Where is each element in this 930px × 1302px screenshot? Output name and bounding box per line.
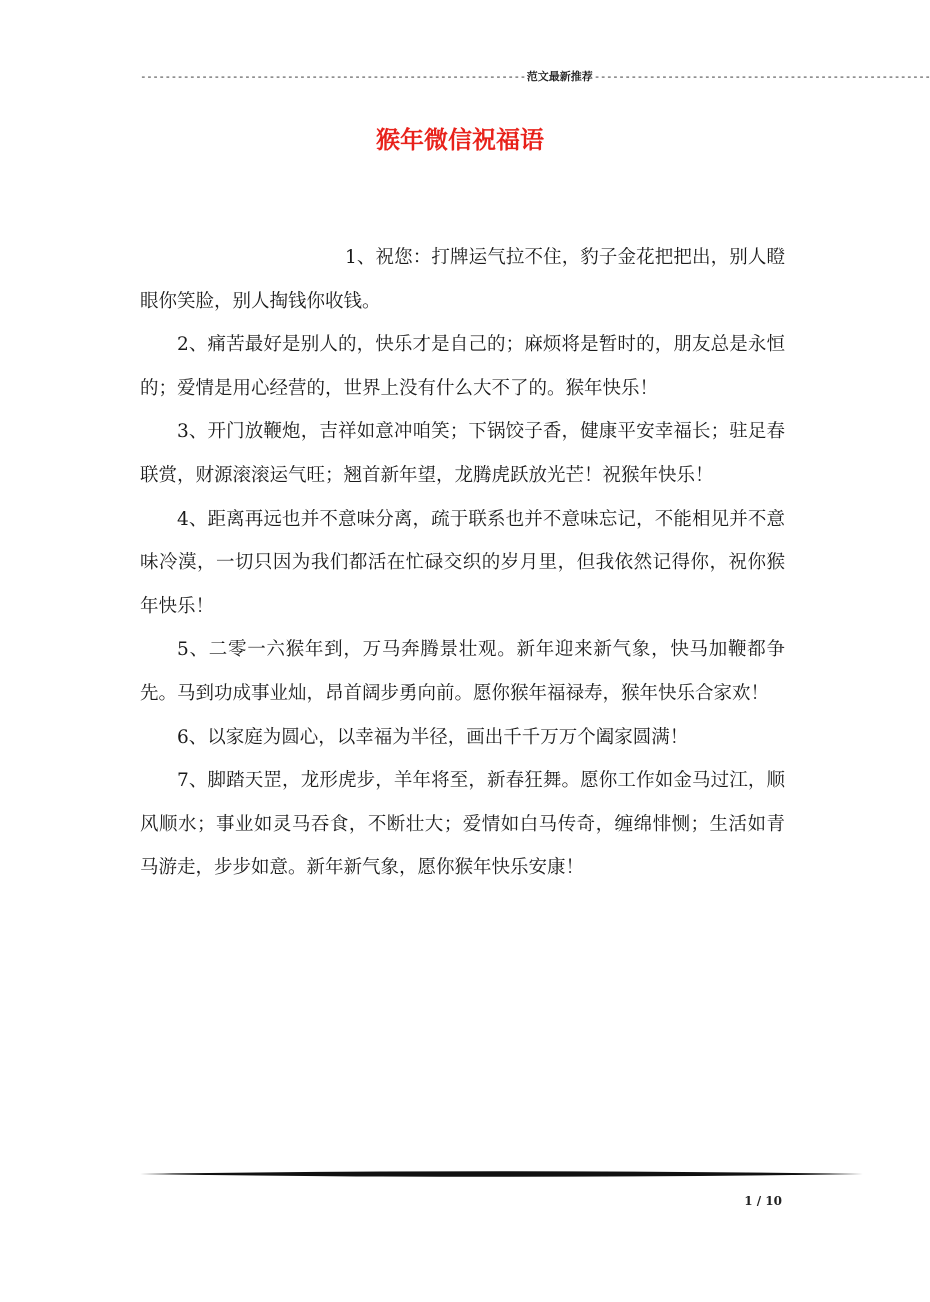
header-label: 范文最新推荐: [526, 70, 593, 83]
header-dashes-right: -------------------------------------------------------: [593, 70, 930, 83]
paragraph-5: 5、二零一六猴年到，万马奔腾景壮观。新年迎来新气象，快马加鞭都争先。马到功成事业灿，昂首阔步勇向前。愿你猴年福禄寿，猴年快乐合家欢！: [140, 639, 785, 704]
paragraph-3: 3、开门放鞭炮，吉祥如意冲咱笑；下锅饺子香，健康平安幸福长；驻足春联赏，财源滚滚运气旺；翘首新年望，龙腾虎跃放光芒！祝猴年快乐！: [140, 421, 785, 486]
document-body: [140, 236, 785, 890]
paragraph-7: 7、脚踏天罡，龙形虎步，羊年将至，新春狂舞。愿你工作如金马过江，顺风顺水；事业如灵马吞食，不断壮大；爱情如白马传奇，缠绵悱恻；生活如青马游走，步步如意。新年新气象，愿你猴年快乐安康！: [140, 770, 785, 879]
paragraph-2: 2、痛苦最好是别人的，快乐才是自己的；麻烦将是暂时的，朋友总是永恒的；爱情是用心经营的，世界上没有什么大不了的。猴年快乐！: [140, 334, 785, 399]
page-number: 1 / 10: [744, 1194, 782, 1208]
paragraph-6: 6、以家庭为圆心，以幸福为半径，画出千千万万个阖家圆满！: [177, 726, 689, 748]
paragraph-1: 1、祝您：打牌运气拉不住，豹子金花把把出，别人瞪眼你笑脸，别人掏钱你收钱。: [140, 247, 785, 312]
paragraph-4: 4、距离再远也并不意味分离，疏于联系也并不意味忘记，不能相见并不意味冷漠，一切只因为我们都活在忙碌交织的岁月里，但我依然记得你，祝你猴年快乐！: [140, 508, 785, 617]
header-dashes-left: ---------------------------------------------------------------: [140, 70, 526, 83]
page-header: [140, 68, 930, 86]
footer-rule: [140, 1170, 863, 1178]
page-title: 猴年微信祝福语: [376, 126, 544, 154]
